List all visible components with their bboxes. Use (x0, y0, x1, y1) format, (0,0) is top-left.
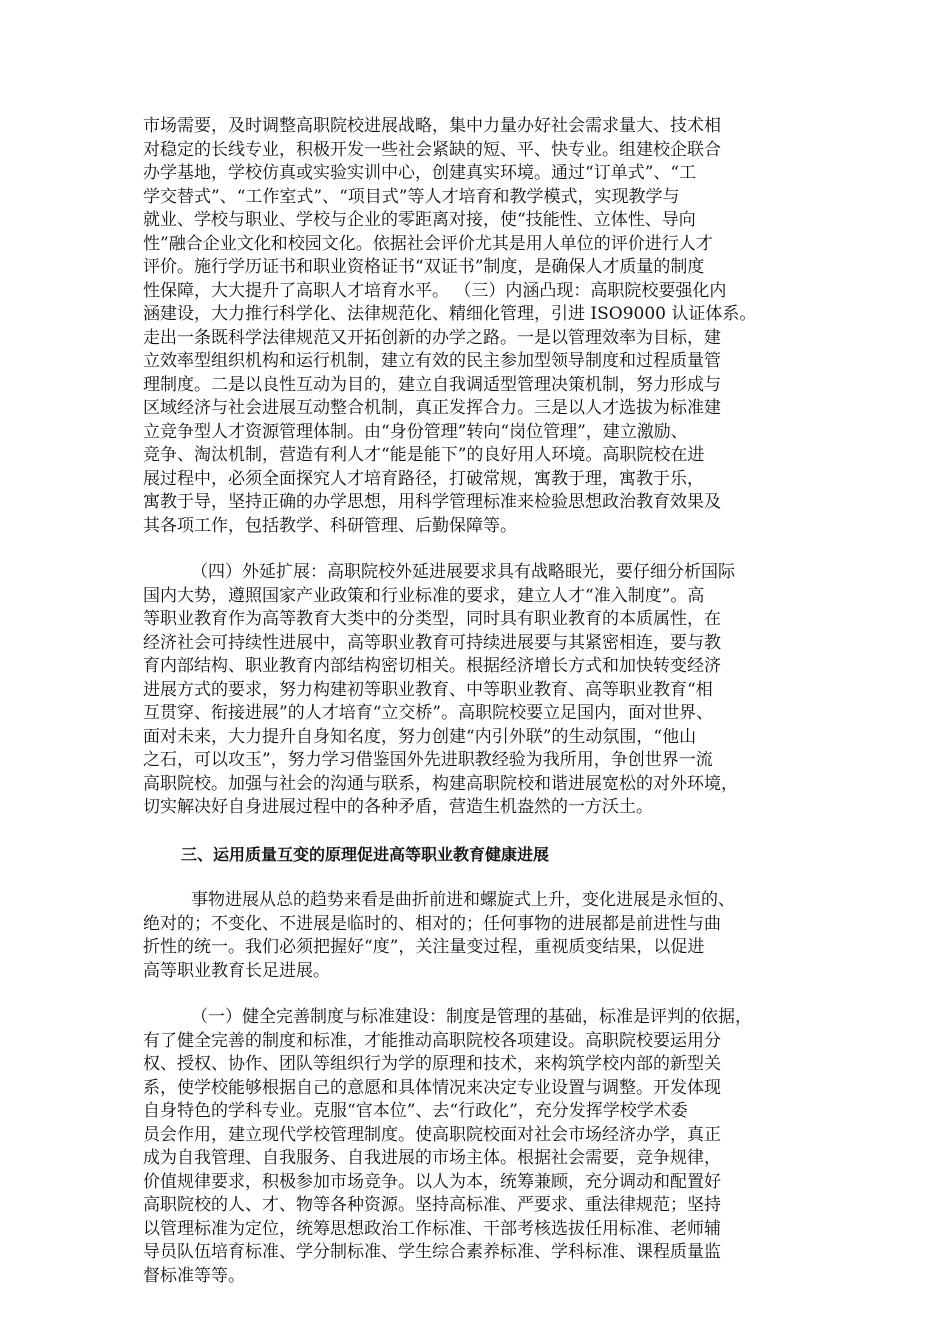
text-line: 等职业教育作为高等教育大类中的分类型，同时具有职业教育的本质属性，在 (143, 609, 721, 629)
text-line: （一）健全完善制度与标准建设：制度是管理的基础，标准是评判的依据， (191, 1007, 752, 1027)
text-line: 办学基地，学校仿真或实验实训中心，创建真实环境。通过“订单式”、“工 (143, 163, 697, 183)
text-line: 事物进展从总的趋势来看是曲折前进和螺旋式上升，变化进展是永恒的、 (191, 890, 735, 910)
text-line: 国内大势，遵照国家产业政策和行业标准的要求，建立人才“准入制度”。高 (143, 585, 705, 606)
text-line: 面对未来，大力提升自身知名度，努力创建“内引外联”的生动氛围，“他山 (143, 726, 697, 747)
text-line: 高等职业教育长足进展。 (143, 960, 330, 981)
text-line: 员会作用，建立现代学校管理制度。使高职院校面对社会市场经济办学，真正 (143, 1124, 721, 1145)
text-line: 区域经济与社会进展互动整合机制，真正发挥合力。三是以人才选拔为标准建 (143, 398, 721, 418)
text-line: 走出一条既科学法律规范又开拓创新的办学之路。一是以管理效率为目标，建 (143, 327, 721, 348)
text-line: 经济社会可持续性进展中，高等职业教育可持续进展要与其紧密相连，要与教 (143, 632, 721, 653)
text-line: 高职院校的人、才、物等各种资源。坚持高标准、严要求、重法律规范；坚持 (143, 1195, 721, 1215)
text-line: 价值规律要求，积极参加市场竞争。以人为本，统筹兼顾，充分调动和配置好 (143, 1171, 721, 1192)
text-line: 立竞争型人才资源管理体制。由“身份管理”转向“岗位管理”，建立激励、 (143, 421, 688, 442)
paragraph-system-standards (143, 1006, 803, 1288)
paragraph-development-trend (143, 889, 803, 983)
text-line: 市场需要，及时调整高职院校进展战略，集中力量办好社会需求量大、技术相 (143, 116, 721, 136)
text-line: 绝对的；不变化、不进展是临时的、相对的；任何事物的进展都是前进性与曲 (143, 913, 721, 934)
text-line: 系，使学校能够根据自己的意愿和具体情况来决定专业设置与调整。开发体现 (143, 1077, 721, 1098)
text-line: 高职院校。加强与社会的沟通与联系，构建高职院校和谐进展宽松的对外环境， (143, 773, 738, 794)
section-heading: 三、运用质量互变的原理促进高等职业教育健康进展 (181, 844, 550, 864)
text-line: 以管理标准为定位，统筹思想政治工作标准、干部考核选拔任用标准、老师辅 (143, 1218, 721, 1239)
text-line: 互贯穿、衔接进展”的人才培育“立交桥”。高职院校要立足国内，面对世界、 (143, 703, 714, 723)
text-line: 立效率型组织机构和运行机制，建立有效的民主参加型领导制度和过程质量管 (143, 351, 721, 371)
text-line: 育内部结构、职业教育内部结构密切相关。根据经济增长方式和加快转变经济 (143, 656, 721, 676)
text-line: 就业、学校与职业、学校与企业的零距离对接，使“技能性、立体性、导向 (143, 210, 696, 230)
text-line: 有了健全完善的制度和标准，才能推动高职院校各项建设。高职院校要运用分 (143, 1030, 721, 1051)
text-line: 权、授权、协作、团队等组织行为学的原理和技术，来构筑学校内部的新型关 (143, 1054, 721, 1074)
text-line: 性保障，大大提升了高职人才培育水平。 （三）内涵凸现：高职院校要强化内 (143, 280, 727, 301)
text-line: 督标准等等。 (143, 1265, 245, 1286)
text-line: 寓教于导，坚持正确的办学思想，用科学管理标准来检验思想政治教育效果及 (143, 492, 721, 512)
document-page (143, 0, 803, 1288)
paragraph-extension (143, 561, 803, 820)
text-line: 性”融合企业文化和校园文化。依据社会评价尤其是用人单位的评价进行人才 (143, 233, 713, 254)
text-line: 对稳定的长线专业，积极开发一些社会紧缺的短、平、快专业。组建校企联合 (143, 139, 721, 160)
text-line: 其各项工作，包括教学、科研管理、后勤保障等。 (143, 515, 517, 536)
text-line: 涵建设，大力推行科学化、法律规范化、精细化管理，引进 ISO9000 认证体系。 (143, 304, 757, 324)
text-line: 切实解决好自身进展过程中的各种矛盾，营造生机盎然的一方沃土。 (143, 797, 653, 817)
text-line: 评价。施行学历证书和职业资格证书“双证书”制度，是确保人才质量的制度 (143, 257, 705, 277)
text-line: 之石，可以攻玉”，努力学习借鉴国外先进职教经验为我所用，争创世界一流 (143, 750, 713, 770)
text-line: 进展方式的要求，努力构建初等职业教育、中等职业教育、高等职业教育“相 (143, 679, 713, 700)
text-line: （四）外延扩展：高职院校外延进展要求具有战略眼光，要仔细分析国际 (191, 562, 735, 582)
text-line: 展过程中，必须全面探究人才培育路径，打破常规，寓教于理，寓教于乐， (143, 468, 704, 489)
text-line: 理制度。二是以良性互动为目的，建立自我调适型管理决策机制，努力形成与 (143, 374, 721, 395)
text-line: 折性的统一。我们必须把握好“度”，关注量变过程，重视质变结果，以促进 (143, 937, 705, 957)
text-line: 自身特色的学科专业。克服“官本位”、去“行政化”，充分发挥学校学术委 (143, 1101, 688, 1121)
text-line: 成为自我管理、自我服务、自我进展的市场主体。根据社会需要，竞争规律， (143, 1148, 721, 1168)
paragraph-market-needs (143, 115, 803, 538)
text-line: 竞争、淘汰机制，营造有利人才“能是能下”的良好用人环境。高职院校在进 (143, 445, 705, 465)
text-line: 导员队伍培育标准、学分制标准、学生综合素养标准、学科标准、课程质量监 (143, 1242, 721, 1262)
text-line: 学交替式”、“工作室式”、“项目式”等人才培育和教学模式，实现教学与 (143, 186, 680, 207)
